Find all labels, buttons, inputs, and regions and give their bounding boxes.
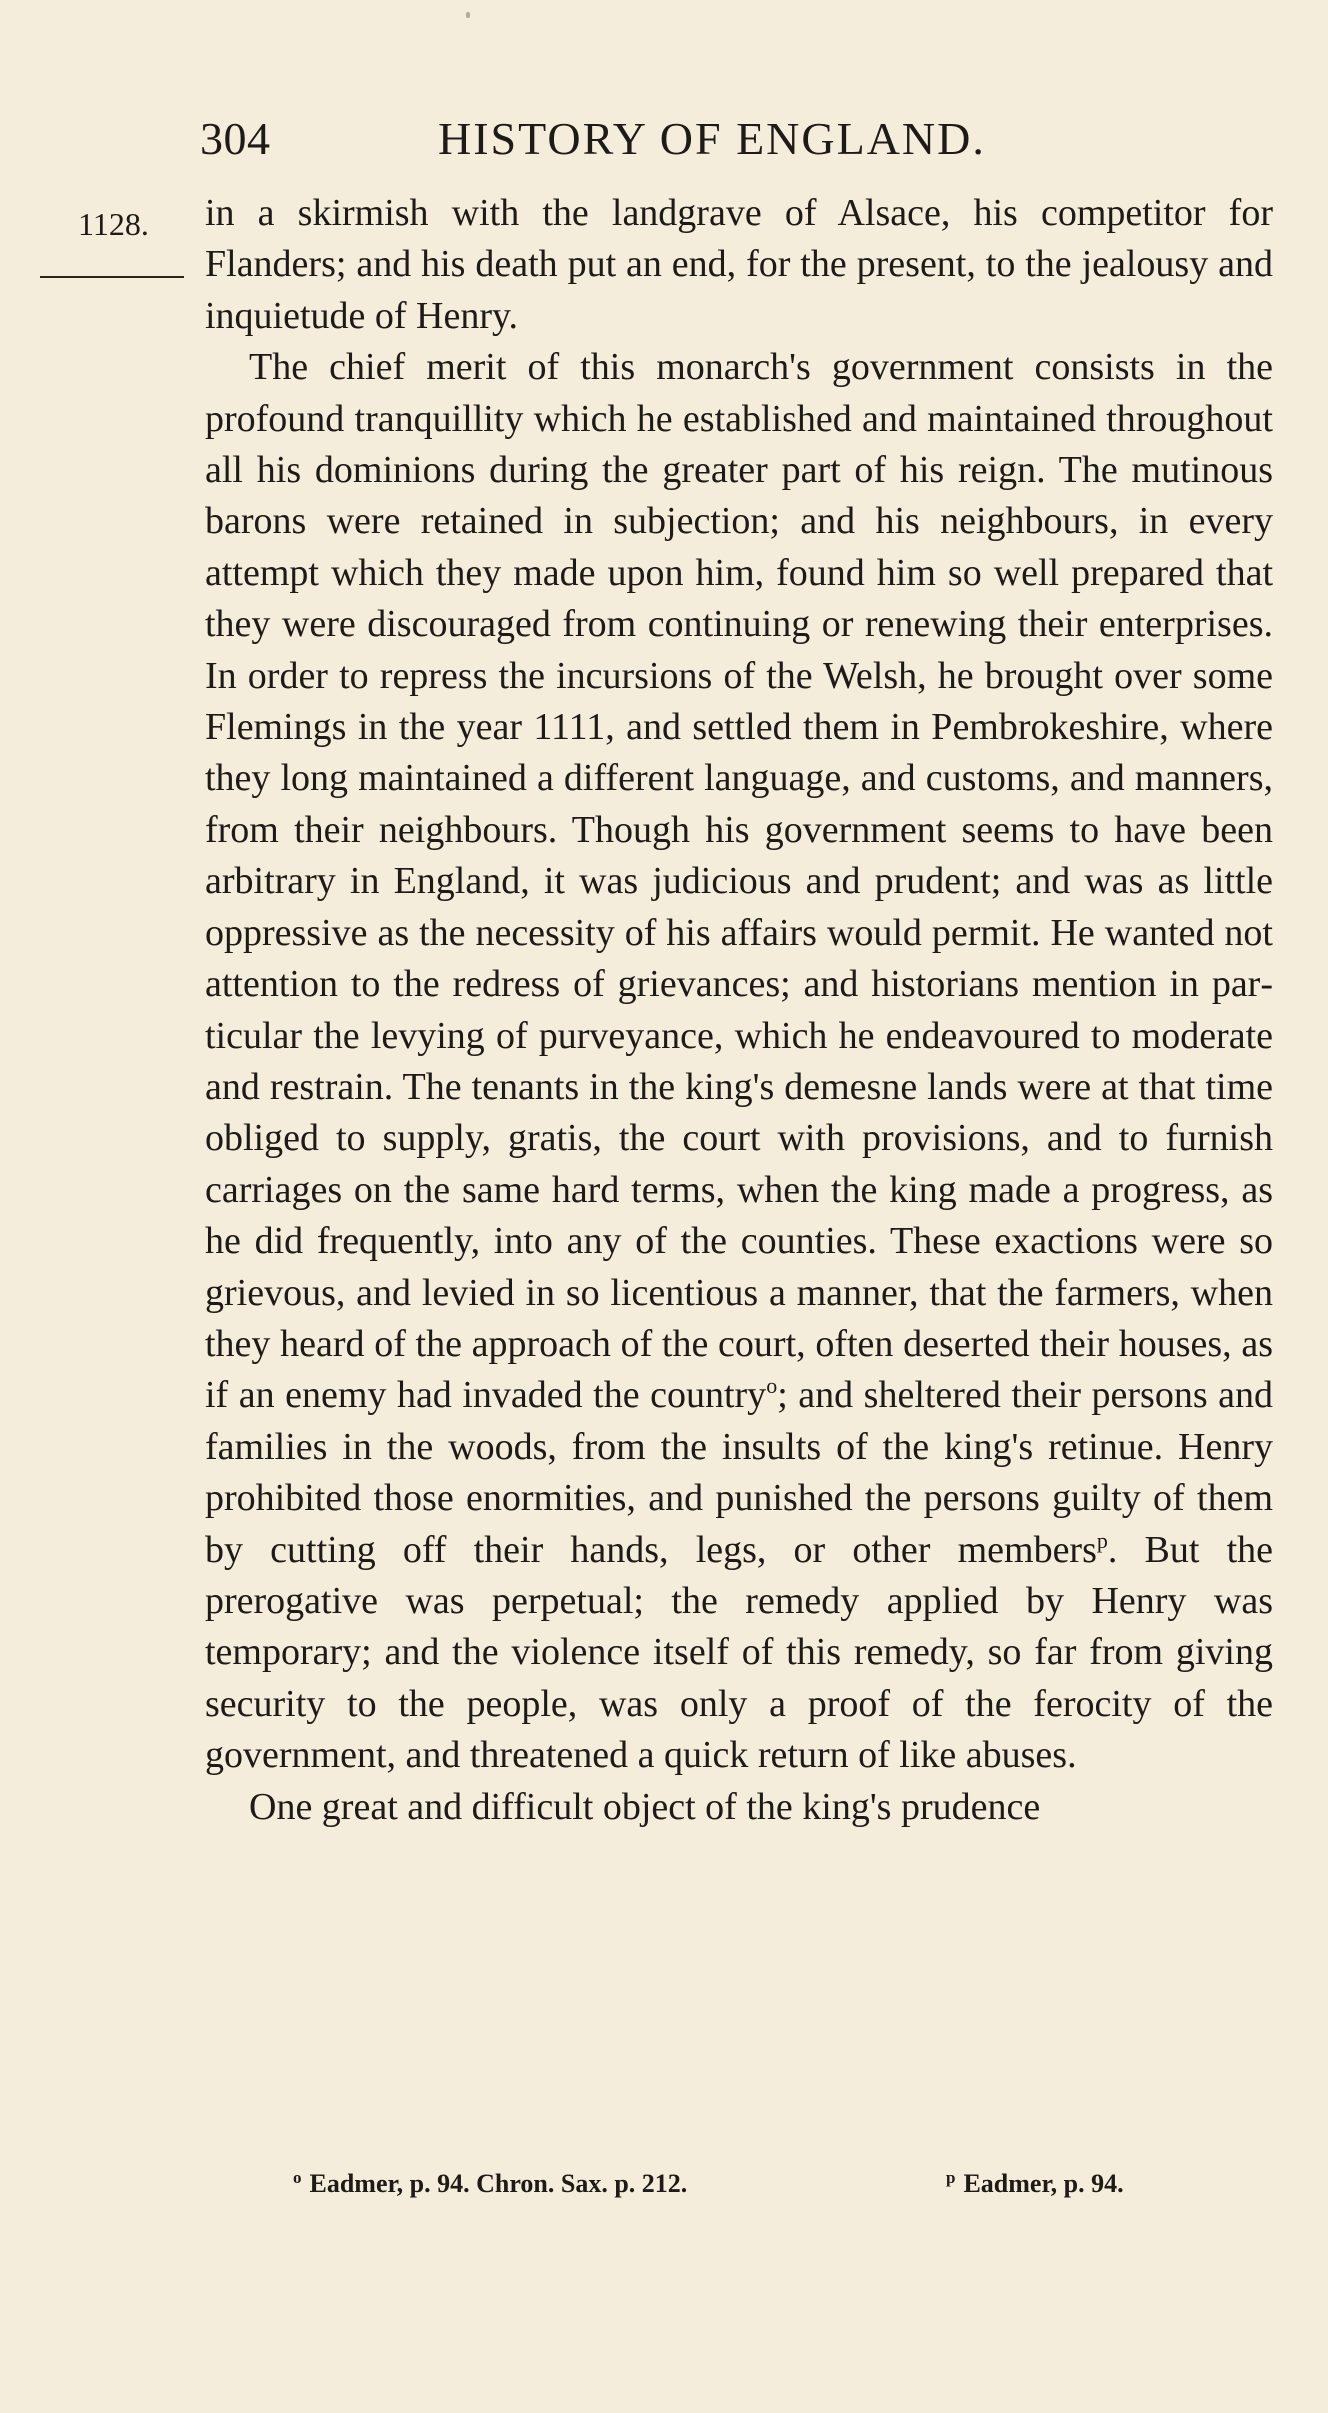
footnote-o-mark: o	[293, 2168, 302, 2187]
footnote-o	[293, 2168, 687, 2199]
footnote-o-text: Eadmer, p. 94. Chron. Sax. p. 212.	[309, 2169, 688, 2198]
paragraph-1: in a skirmish with the landgrave of Alsace, his competitor for Flanders; and his death put an end, for the present, to the jealousy and inquietude of Henry.	[205, 192, 1273, 337]
paragraph-2-part-a: The chief merit of this monarch's government consists in the profound tranquillity which he established and maintained throughout all his dominions during the greater part of his reign. The mutinous barons were retained in subjection; and his neighbours, in every attempt which they made upon him, found him so well prepared that they were discouraged from continuing or renewing their enterprises. In order to repress the incursions of the Welsh, he brought over some Flemings in the year 1111, and settled them in Pembrokeshire, where they long maintained a different language, and customs, and manners, from their neighbours. Though his government seems to have been arbitrary in England, it was judicious and prudent; and was as little oppressive as the necessity of his affairs would permit. He wanted not attention to the redress of grievances; and historians mention in particular the levying of purveyance, which he endeavoured to moderate and restrain. The tenants in the king's demesne lands were at that time obliged to supply, gratis, the court with provisions, and to furnish carriages on the same hard terms, when the king made a progress, as he did frequently, into any of the counties. These exactions were so grievous, and levied in so licentious a manner, that the farmers, when they heard of the approach of the court, often deserted their houses, as if an enemy had invaded the country	[205, 346, 1273, 1417]
footnote-ref-p[interactable]: p	[1096, 1527, 1108, 1553]
paragraph-2-part-b: ; and sheltered their persons and families in the woods, from the insults of the king's retinue. Henry prohibited those enormities, and punished the persons guilty of them by cutting off their hands, legs, or other members	[205, 1374, 1273, 1571]
page-number: 304	[200, 113, 271, 164]
paragraph-2-part-c: . But the prerogative was perpetual; the remedy applied by Henry was temporary; and the violence itself of this remedy, so far from giving security to the people, was only a proof of the ferocity of the government, and threatened a quick return of like abuses.	[205, 1528, 1273, 1777]
running-head: HISTORY OF ENGLAND.	[438, 113, 986, 164]
footnote-p-text: Eadmer, p. 94.	[963, 2169, 1124, 2198]
paragraph-2	[205, 342, 1273, 1781]
body-text	[205, 188, 1273, 1833]
margin-rule	[40, 276, 184, 278]
footnote-ref-o[interactable]: o	[766, 1373, 778, 1399]
ink-speck	[466, 12, 470, 18]
margin-year: 1128.	[78, 206, 149, 242]
paragraph-3: One great and difficult object of the king's prudence	[249, 1785, 1041, 1828]
footnotes	[205, 2168, 1273, 2204]
footnote-p-mark: p	[946, 2168, 956, 2187]
footnote-p	[946, 2168, 1124, 2199]
page-header	[200, 112, 1272, 172]
